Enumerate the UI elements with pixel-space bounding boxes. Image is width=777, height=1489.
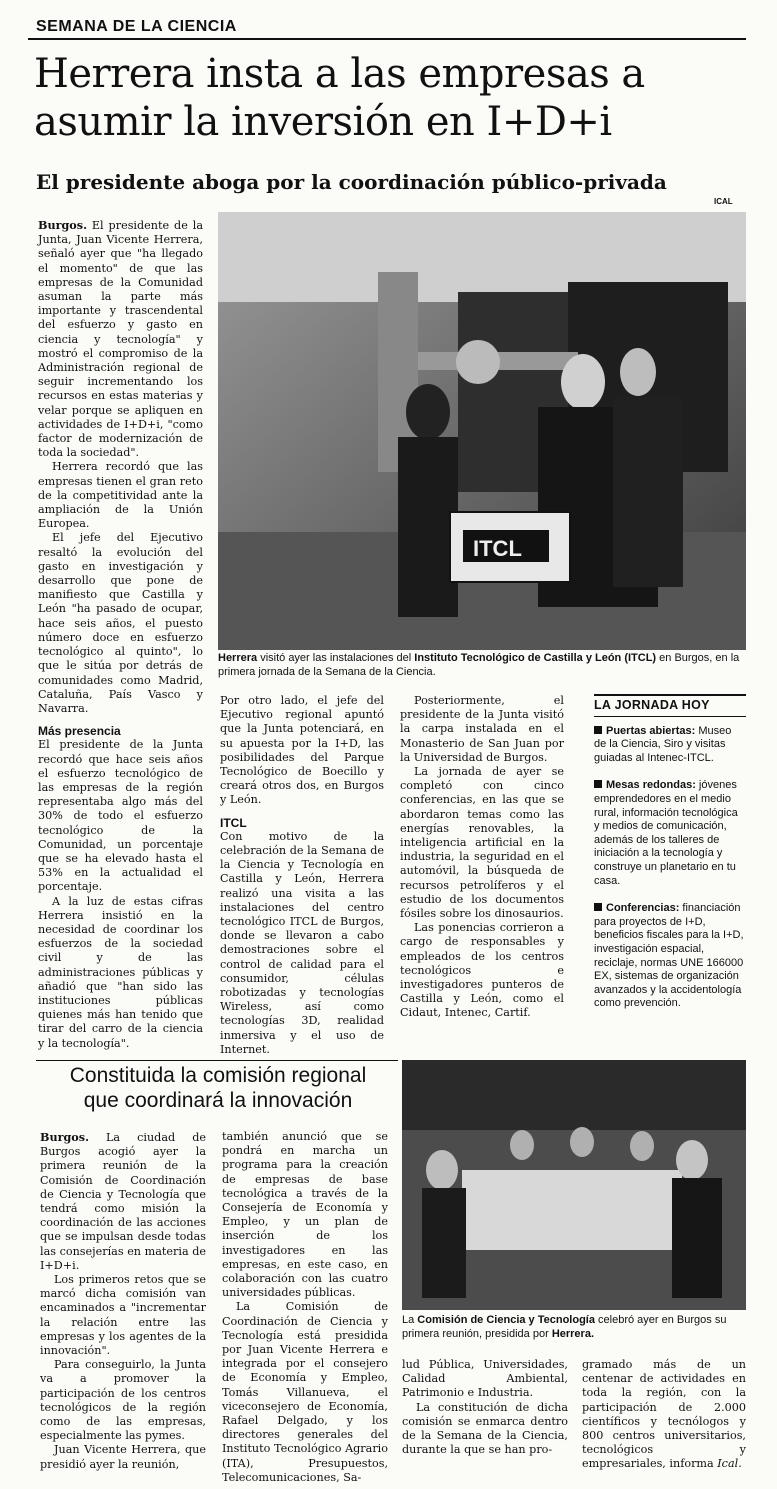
caption-text: visitó ayer las instalaciones del (257, 652, 415, 664)
caption-bold: Comisión de Ciencia y Tecnología (417, 1314, 595, 1326)
paragraph: Juan Vicente Herrera, que presidió ayer la reunión, (40, 1443, 206, 1471)
article-column-3 (400, 694, 564, 1021)
photo-credit: ICAL (714, 197, 733, 206)
article-headline (34, 50, 754, 146)
bullet-square-icon (594, 780, 602, 788)
sidebar-item-text: jóvenes emprendedores en el medio rural, información tecnológica y medios de comunicación, además de los talleres de iniciación a la tecnología y construye un planetario en tu casa. (594, 779, 738, 887)
sidebar-item (594, 779, 746, 888)
paragraph: El jefe del Ejecutivo resaltó la evolución del gasto en investigación y desarrollo que pone de manifiesto que Castilla y León "ha pasado de ocupar, hace seis años, el puesto número doce en esfuerzo tecnológico al quinto", lo que le sitúa por detrás de comunidades como Madrid, Cataluña, País Vasco y Navarra. (38, 531, 203, 715)
headline-line-2: que coordinará la innovación (83, 1089, 353, 1112)
paragraph (38, 218, 203, 460)
column-subhead: Más presencia (38, 724, 121, 739)
paragraph: Las ponencias corrieron a cargo de responsables y empleados de los centros tecnológicos e investigadores punteros de Castilla y León, como el Cidaut, Intenec, Cartif. (400, 921, 564, 1020)
article2-column-1 (40, 1130, 206, 1472)
caption-text: en Burgos, en la primera jornada de la Semana de la Ciencia. (218, 652, 740, 678)
caption-text: celebró ayer en Burgos su primera reunión, presidida por (402, 1314, 727, 1340)
caption-text: La (402, 1314, 418, 1326)
photo2-caption (402, 1314, 746, 1341)
article2-column-3 (402, 1358, 568, 1457)
itcl-box-label: ITCL (473, 536, 522, 561)
paragraph (40, 1130, 206, 1273)
commission-meeting-illustration (402, 1060, 746, 1310)
sidebar-item-label: Conferencias: (606, 902, 680, 915)
section-divider (28, 38, 746, 40)
sidebar-item (594, 902, 746, 1011)
paragraph: La Comisión de Coordinación de Ciencia y Tecnología está presidida por Juan Vicente Herrera e integrada por el consejero de Economía y Empleo, Tomás Villanueva, el viceconsejero de Economía, Rafael Delgado, y los directores generales del Instituto Tecnológico Agrario (ITA), Presupuestos, Telecomunicaciones, Sa- (222, 1300, 388, 1484)
headline-line-2: asumir la inversión en I+D+i (34, 99, 612, 145)
paragraph: Posteriormente, el presidente de la Junta visitó la carpa instalada en el Monasterio de San Juan por la Universidad de Burgos. (400, 694, 564, 764)
commission-meeting-photo (402, 1060, 746, 1310)
dateline: Burgos. (40, 1130, 89, 1144)
paragraph: El presidente de la Junta recordó que hace seis años el esfuerzo tecnológico de las empresas de la región representaba algo más del 30% de todo el esfuerzo tecnológico de la Comunidad, un porcentaje que se ha elevado hasta el 53% en la actualidad el porcentaje. (38, 738, 203, 894)
column-subhead: ITCL (220, 815, 247, 830)
paragraph-text: El presidente de la Junta, Juan Vicente Herrera, señaló ayer que "ha llegado el momento" de que las empresas de la Comunidad asuman la parte más importante y trascendental del esfuerzo y gasto en ciencia y tecnología" y mostró el compromiso de la Administración regional de seguir incrementando los recursos en estas materias y velar porque se apliquen en actividades de I+D+i, "como factor de modernización de toda la sociedad". (38, 219, 203, 460)
caption-bold: Instituto Tecnológico de Castilla y León (ITCL) (414, 652, 657, 664)
sidebar-item-label: Puertas abiertas: (606, 724, 696, 737)
paragraph-text: La ciudad de Burgos acogió ayer la primera reunión de la Comisión de Coordinación de Ciencia y Tecnología que tendrá como misión la coordinación de las acciones que se impulsan desde todas las consejerías en materia de I+D+i. (40, 1131, 206, 1272)
sidebar-item-text: Museo de la Ciencia, Siro y visitas guiadas al Intenec-ITCL. (594, 724, 732, 764)
itcl-visit-photo-illustration (218, 212, 746, 650)
caption-bold: Herrera (218, 652, 258, 664)
dateline: Burgos. (38, 218, 87, 232)
sidebar-item-text: financiación para proyectos de I+D, beneficios fiscales para la I+D, investigación espacial, reciclaje, normas UNE 166000 EX, sistemas de organización avanzados y la accidentología como prevención. (594, 902, 744, 1010)
paragraph: Con motivo de la celebración de la Semana de la Ciencia y Tecnología en Castilla y León, Herrera realizó una visita a las instalaciones del centro tecnológico ITCL de Burgos, donde se llevaron a cabo demostraciones sobre el control de calidad para el consumidor, células robotizadas y tecnologías Wireless, así como tecnologías 3D, realidad inmersiva y el uso de Internet. (220, 829, 384, 1056)
paragraph: Para conseguirlo, la Junta va a promover la participación de los centros tecnológicos de la región como de las empresas, especialmente las pymes. (40, 1358, 206, 1443)
article-column-2 (220, 694, 384, 1057)
headline-line-1: Herrera insta a las empresas a (34, 51, 645, 97)
itcl-visit-photo (218, 212, 746, 650)
paragraph-text: gramado más de un centenar de actividades en toda la región, con la participación de 2.000 científicos y tecnólogos y 800 centros universitarios, tecnológicos y empresariales, informa (582, 1358, 746, 1471)
paragraph: Herrera recordó que las empresas tienen el gran reto de la competitividad ante la ampliación de la Unión Europea. (38, 460, 203, 531)
paragraph: A la luz de estas cifras Herrera insistió en la necesidad de coordinar los esfuerzos de la sociedad civil y de las administraciones públicas y añadió que "han sido las instituciones públicas quienes más han tenido que tirar del carro de la ciencia y la tecnología". (38, 894, 203, 1050)
bullet-square-icon (594, 903, 602, 911)
section-label: SEMANA DE LA CIENCIA (36, 18, 237, 35)
paragraph: Por otro lado, el jefe del Ejecutivo regional apuntó que la Junta potenciará, en su apuesta por la I+D, las posibilidades del Parque Tecnológico de Boecillo y creará otros dos, en Burgos y León. (220, 694, 384, 807)
jornada-sidebar (594, 694, 746, 1025)
paragraph: La constitución de dicha comisión se enmarca dentro de la Semana de la Ciencia, durante la que se han pro- (402, 1400, 568, 1457)
paragraph: Los primeros retos que se marcó dicha comisión van encaminados a "incrementar la relación entre las empresas y los agentes de la innovación". (40, 1273, 206, 1358)
bullet-square-icon (594, 726, 602, 734)
sidebar-item (594, 725, 746, 766)
sidebar-title: LA JORNADA HOY (594, 694, 746, 717)
article2-headline (40, 1063, 396, 1113)
article2-column-2 (222, 1130, 388, 1485)
article2-divider (36, 1060, 398, 1061)
paragraph: también anunció que se pondrá en marcha un programa para la creación de empresas de base tecnológica a través de la Consejería de Economía y Empleo, y un plan de inserción de los investigadores en las empresas, en este caso, en colaboración con las cuatro universidades públicas. (222, 1130, 388, 1300)
photo1-caption (218, 652, 746, 679)
paragraph: La jornada de ayer se completó con cinco conferencias, en las que se abordaron temas como las energías renovables, la inteligencia artificial en la industria, la seguridad en el automóvil, la búsqueda de recursos petrolíferos y el estudio de los documentos fósiles sobre los dinosaurios. (400, 765, 564, 921)
paragraph: lud Pública, Universidades, Calidad Ambiental, Patrimonio e Industria. (402, 1358, 568, 1400)
article2-column-4 (582, 1358, 746, 1472)
paragraph (582, 1358, 746, 1472)
paragraph-italic: Ical. (717, 1457, 742, 1471)
caption-bold: Herrera. (551, 1327, 595, 1340)
article-column-1 (38, 218, 203, 1051)
sidebar-item-label: Mesas redondas: (606, 779, 696, 792)
article-subhead: El presidente aboga por la coordinación público-privada (36, 170, 667, 194)
headline-line-1: Constituida la comisión regional (69, 1064, 367, 1087)
